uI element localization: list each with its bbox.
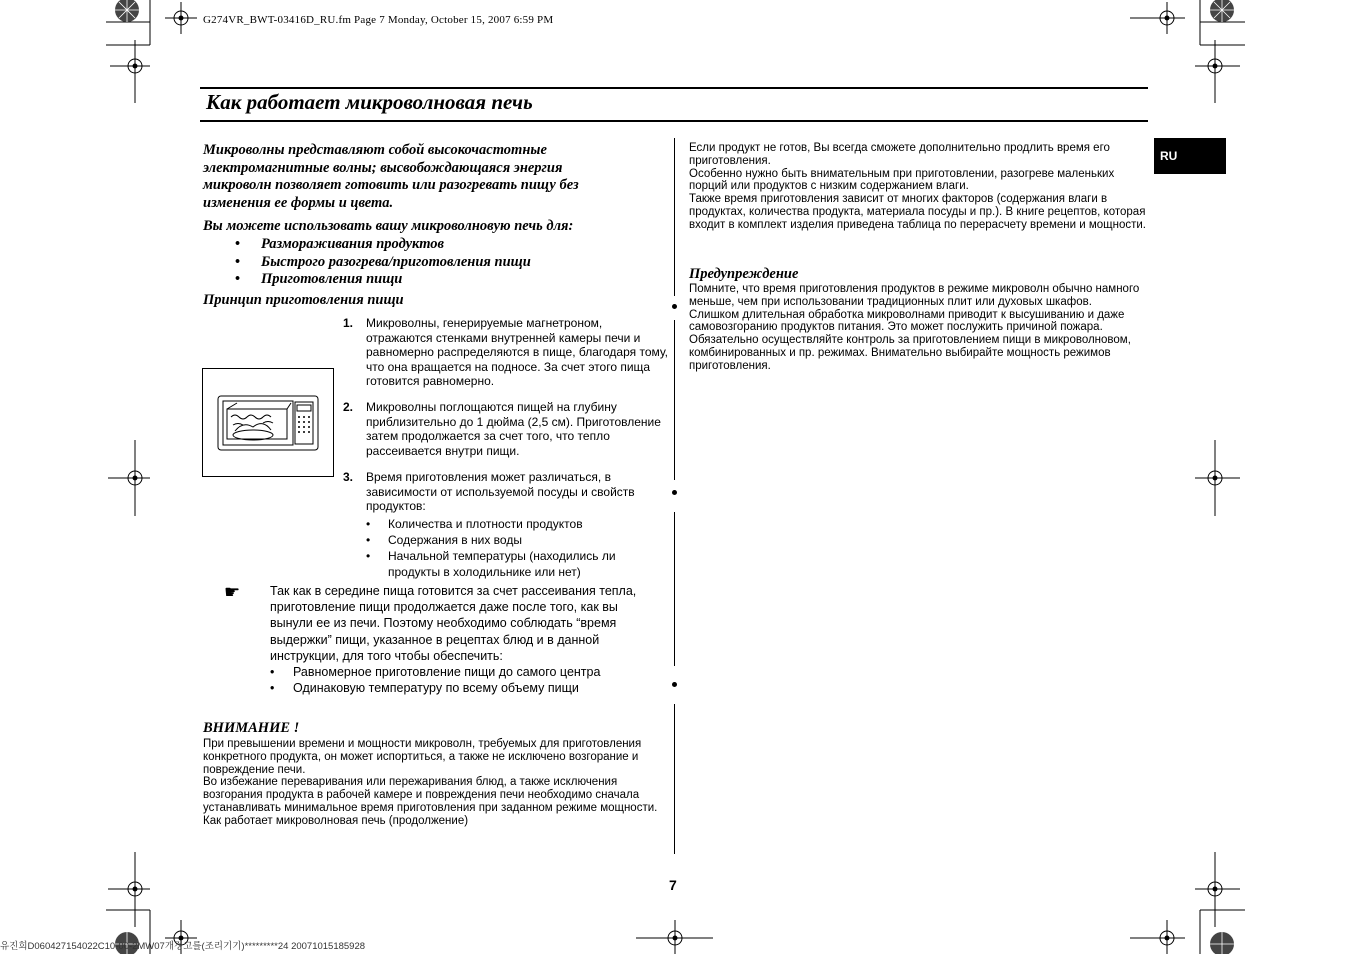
- warning-body: [203, 738, 663, 828]
- microwave-illustration: [202, 368, 334, 477]
- bullet: •: [235, 236, 241, 252]
- column-divider: [674, 138, 675, 296]
- column-divider: [674, 512, 675, 666]
- paragraph: Помните, что время приготовления продуктов в режиме микроволн обычно намного меньше, чем при использовании традиционных плит или духовых шкафов.: [689, 283, 1140, 308]
- uses-list: [235, 236, 531, 289]
- factor-list: [366, 516, 668, 580]
- list-item: • Начальной температуры (находились ли продукты в холодильнике или нет): [366, 548, 668, 580]
- list-item: • Размораживания продуктов: [235, 236, 445, 252]
- title-bottom-rule: [200, 120, 1148, 122]
- list-item: • Равномерное приготовление пищи до самого центра: [270, 664, 662, 680]
- standing-time-note: [270, 583, 662, 696]
- list-item: • Количества и плотности продуктов: [366, 516, 668, 532]
- language-tab: RU: [1154, 138, 1226, 174]
- page-title: Как работает микроволновая печь: [206, 90, 533, 114]
- step-number: 2.: [343, 400, 354, 414]
- step-number: 3.: [343, 470, 354, 484]
- step-text: Время приготовления может различаться, в зависимости от используемой посуды и свойств продуктов:: [366, 470, 635, 514]
- right-column-text: [689, 142, 1149, 232]
- step-text: Микроволны, генерируемые магнетроном, отражаются стенками внутренней камеры печи и равномерно распределяются в пище, благодаря тому, что она вращается на подносе. За счет этого пища готовится равномерно.: [366, 316, 669, 389]
- paragraph: Во избежание переваривания или пережаривания блюд, а также исключения возгорания продукта в рабочей камере и повреждения печи необходимо сначала устанавливать минимальное время приготовления при заданном режиме мощности.: [203, 776, 658, 814]
- list-item: • Приготовления пищи: [235, 271, 403, 287]
- page-number: 7: [669, 877, 677, 893]
- step-3: [343, 470, 668, 580]
- title-top-rule: [200, 87, 1148, 89]
- list-item: • Одинаковую температуру по всему объему пищи: [270, 680, 662, 696]
- step-2: [343, 400, 668, 458]
- paragraph: Также время приготовления зависит от многих факторов (содержания влаги в продуктах, количества продукта, материала посуды и пр.). В книге рецептов, которая входит в комплект изделия приведена таблица по перерасчету времени и мощности.: [689, 193, 1146, 231]
- divider-dot: [672, 682, 677, 687]
- note-text: Так как в середине пища готовится за счет рассеивания тепла, приготовление пищи продолжается даже после того, как вы вынули ее из печи. Поэтому необходимо соблюдать “время выдержки” пищи, указанное в рецептах блюд и в данной инструкции, для того чтобы обеспечить:: [270, 584, 637, 663]
- paragraph: Как работает микроволновая печь (продолжение): [203, 814, 469, 827]
- caution-body: [689, 283, 1149, 373]
- bullet: •: [235, 253, 241, 270]
- paragraph: Особенно нужно быть внимательным при приготовлении, разогреве маленьких порций или продуктов с низким содержанием влаги.: [689, 167, 1115, 193]
- divider-dot: [672, 490, 677, 495]
- column-divider: [674, 704, 675, 854]
- step-1: [343, 316, 668, 389]
- paragraph: Если продукт не готов, Вы всегда сможете дополнительно продлить время его приготовления.: [689, 142, 1110, 167]
- list-item: • Быстрого разогрева/приготовления пищи: [235, 253, 531, 270]
- step-text: Микроволны поглощаются пищей на глубину приблизительно до 1 дюйма (2,5 см). Приготовление затем продолжается за счет того, что тепло рассеивается внутри пищи.: [366, 400, 661, 458]
- paragraph: Слишком длительная обработка микроволнами приводит к высушиванию и даже самовозгоранию продуктов питания. Это может послужить причиной пожара. Обязательно осуществляйте контроль за приготовлением пищи в микроволновом, комбинированных и пр. режимах. Внимательно выбирайте мощность режимов приготовления.: [689, 308, 1131, 372]
- microwave-oven-icon: [203, 369, 333, 476]
- warning-heading: ВНИМАНИЕ !: [203, 720, 300, 736]
- column-divider: [674, 320, 675, 480]
- list-item: • Содержания в них воды: [366, 532, 668, 548]
- divider-dot: [672, 304, 677, 309]
- note-list: [270, 664, 662, 696]
- pointing-hand-icon: ☛: [224, 582, 241, 602]
- principle-heading: Принцип приготовления пищи: [203, 292, 404, 308]
- bullet: •: [235, 271, 241, 287]
- caution-heading: Предупреждение: [689, 266, 799, 282]
- uses-lead: Вы можете использовать вашу микроволновую печь для:: [203, 218, 574, 234]
- step-number: 1.: [343, 316, 354, 330]
- intro-text: Микроволны представляют собой высокочастотные электромагнитные волны; высвобождающаяся энергия микроволн позволяет готовить или разогревать пищу без изменения ее формы и цвета.: [203, 142, 579, 211]
- file-header: G274VR_BWT-03416D_RU.fm Page 7 Monday, October 15, 2007 6:59 PM: [203, 14, 554, 26]
- print-footer: 유진희D060427154022C10-00-2MW07개정고를(조리기기)*********24 20071015185928: [0, 941, 366, 952]
- paragraph: При превышении времени и мощности микроволн, требуемых для приготовления конкретного продукта, он может испортиться, а также не исключено возгорание и повреждение печи.: [203, 738, 642, 776]
